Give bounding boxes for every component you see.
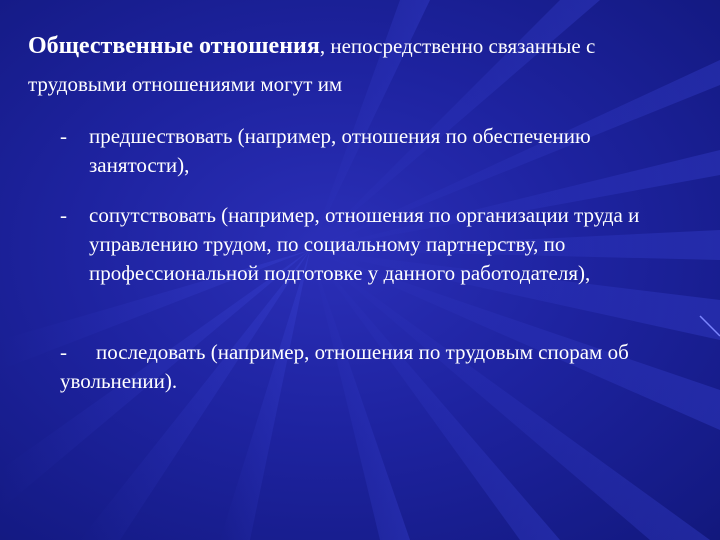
list-item-text: предшествовать (например, отношения по обеспечению занятости),	[89, 124, 591, 177]
heading-continuation: , непосредственно связанные с трудовыми отношениями могут им	[28, 34, 596, 96]
heading-bold-term: Общественные отношения	[28, 33, 320, 59]
list-item	[0, 122, 720, 184]
list-item	[0, 201, 720, 323]
slide-heading	[28, 27, 698, 103]
list-item-marker: -	[60, 124, 67, 148]
bullet-list	[0, 122, 720, 396]
list-item	[0, 338, 720, 396]
list-item-text: последовать (например, отношения по трудовым спорам об увольнении).	[60, 340, 629, 393]
list-item-text: сопутствовать (например, отношения по организации труда и управлению трудом, по социальному партнерству, по профессиональной подготовке у данного работодателя),	[89, 203, 640, 285]
list-item-marker: -	[60, 340, 67, 364]
list-item-marker: -	[60, 203, 67, 227]
